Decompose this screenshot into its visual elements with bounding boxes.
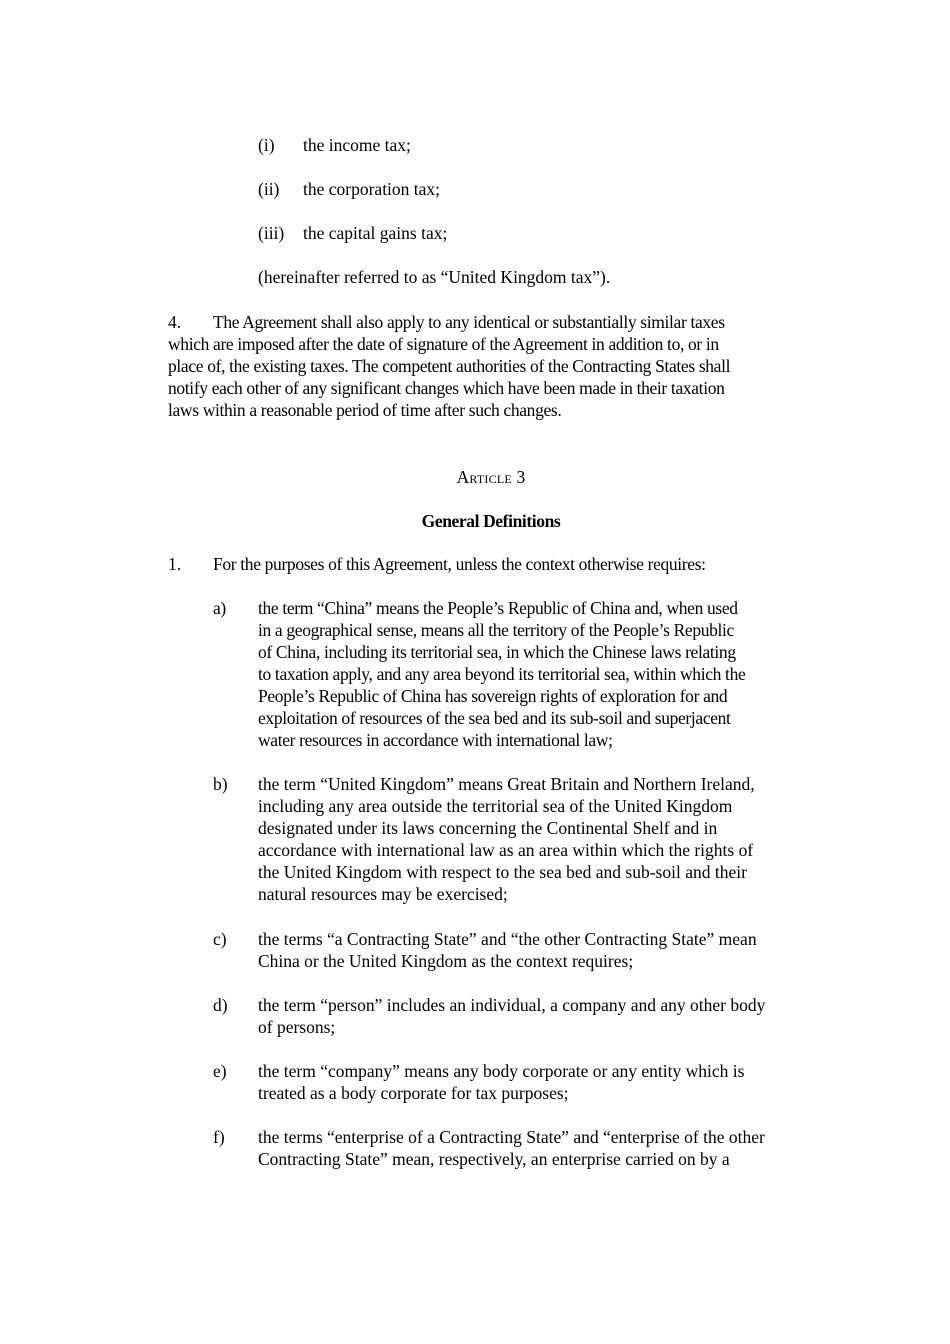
tax-list-text: the income tax;: [303, 135, 411, 155]
paragraph-text: For the purposes of this Agreement, unless the context otherwise requires:: [213, 554, 706, 574]
paragraph-number: 4.: [168, 312, 182, 332]
tax-list-item: [258, 178, 818, 200]
hereinafter-note: (hereinafter referred to as “United Kingdom tax”).: [258, 267, 611, 287]
definition-letter: c): [213, 929, 227, 949]
paragraph-4: [168, 311, 768, 421]
article-title: General Definitions: [421, 511, 561, 531]
definition-letter: a): [213, 598, 226, 618]
paragraph-1: [168, 553, 706, 575]
paragraph-line: notify each other of any significant changes which have been made in their taxation: [168, 378, 725, 398]
tax-list-number: (i): [258, 135, 275, 155]
definition-letter: f): [213, 1127, 225, 1147]
definition-text: the terms “a Contracting State” and “the other Contracting State” mean China or the United Kingdom as the context requires;: [258, 929, 757, 971]
tax-list-number: (ii): [258, 179, 280, 199]
paragraph-number: 1.: [168, 554, 182, 574]
tax-list-text: the corporation tax;: [303, 179, 441, 199]
paragraph-line: 4. The Agreement shall also apply to any identical or substantially similar taxes: [168, 312, 725, 332]
tax-list-item: [258, 134, 818, 156]
definition-text: the terms “enterprise of a Contracting State” and “enterprise of the other Contracting State” mean, respectively, an enterprise carried on by a: [258, 1127, 765, 1169]
definition-text: the term “person” includes an individual, a company and any other body of persons;: [258, 995, 766, 1037]
article-heading: Article 3: [456, 467, 526, 487]
definition-letter: e): [213, 1061, 227, 1081]
tax-list-item: [258, 222, 818, 244]
definition-text: the term “China” means the People’s Republic of China and, when used in a geographical sense, means all the territory of the People’s Republic of China, including its territorial sea, in which the Chinese laws relating to taxation apply, and any area beyond its territorial sea, within which the People’s Republic of China has sovereign rights of exploration for and exploitation of resources of the sea bed and its sub-soil and superjacent water resources in accordance with international law;: [258, 598, 746, 750]
tax-list-text: the capital gains tax;: [303, 223, 448, 243]
tax-list-number: (iii): [258, 223, 285, 243]
paragraph-line: laws within a reasonable period of time after such changes.: [168, 400, 562, 420]
paragraph-line: place of, the existing taxes. The competent authorities of the Contracting States shall: [168, 356, 731, 376]
definition-text: the term “United Kingdom” means Great Britain and Northern Ireland, including any area outside the territorial sea of the United Kingdom designated under its laws concerning the Continental Shelf and in accordance with international law as an area within which the rights of the United Kingdom with respect to the sea bed and sub-soil and their natural resources may be exercised;: [258, 774, 755, 904]
definition-letter: b): [213, 774, 228, 794]
paragraph-line: which are imposed after the date of signature of the Agreement in addition to, or in: [168, 334, 719, 354]
definition-letter: d): [213, 995, 228, 1015]
definition-text: the term “company” means any body corporate or any entity which is treated as a body corporate for tax purposes;: [258, 1061, 745, 1103]
